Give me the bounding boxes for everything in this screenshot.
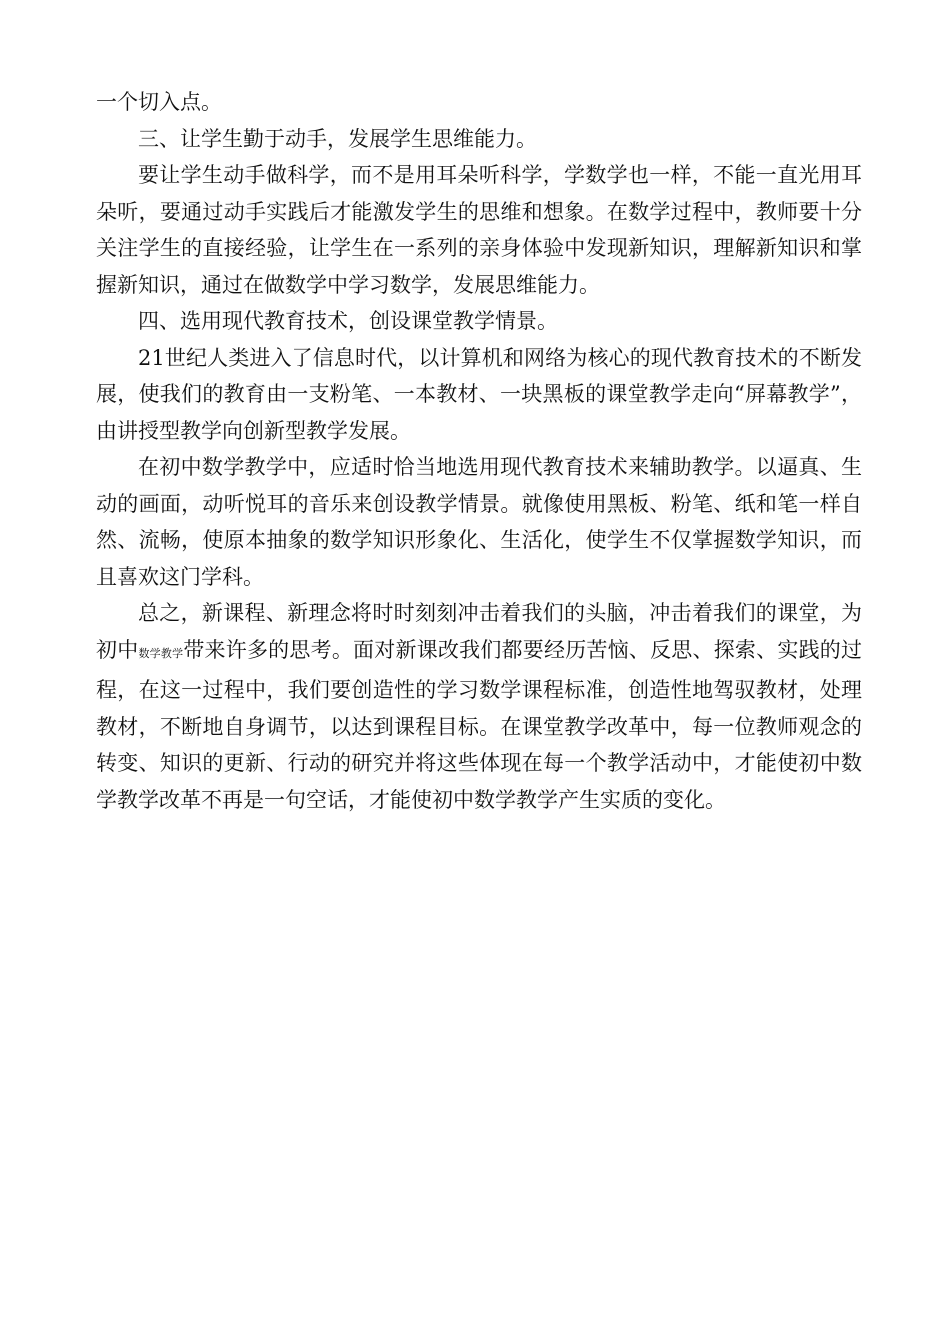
document-body	[96, 84, 862, 818]
paragraph-hands-on: 要让学生动手做科学，而不是用耳朵听科学，学数学也一样，不能一直光用耳朵听，要通过动手实践后才能激发学生的思维和想象。在数学过程中，教师要十分关注学生的直接经验，让学生在一系列的亲身体验中发现新知识，理解新知识和掌握新知识，通过在做数学中学习数学，发展思维能力。	[96, 163, 862, 297]
paragraph-modern-tech: 在初中数学教学中，应适时恰当地选用现代教育技术来辅助教学。以逼真、生动的画面，动听悦耳的音乐来创设教学情景。就像使用黑板、粉笔、纸和笔一样自然、流畅，使原本抽象的数学知识形象化、生活化，使学生不仅掌握数学知识，而且喜欢这门学科。	[96, 455, 862, 589]
section-heading-3: 三、让学生勤于动手，发展学生思维能力。	[138, 126, 537, 151]
section-heading-4: 四、选用现代教育技术，创设课堂教学情景。	[138, 309, 558, 333]
conclusion-small-text: 数学教学	[138, 646, 184, 660]
conclusion-part-2: 带来许多的思考。面对新课改我们都要经历苦恼、反思、探索、实践的过程，在这一过程中，我们要创造性的学习数学课程标准，创造性地驾驭教材，处理教材，不断地自身调节，以达到课程目标。在课堂教学改革中，每一位教师观念的转变、知识的更新、行动的研究并将这些体现在每一个教学活动中，才能使初中数学教学改革不再是一句空话，才能使初中数学教学产生实质的变化。	[96, 637, 863, 812]
paragraph-information-age: 21世纪人类进入了信息时代，以计算机和网络为核心的现代教育技术的不断发展，使我们的教育由一支粉笔、一本教材、一块黑板的课堂教学走向“屏幕教学”，由讲授型教学向创新型教学发展。	[96, 345, 862, 443]
paragraph-continuation: 一个切入点。	[96, 90, 222, 114]
paragraph-conclusion	[96, 595, 862, 818]
conclusion-part-1: 总之，新课程、新理念将时时刻刻冲击着我们的头脑，冲击着我们的课堂，为初中	[96, 601, 862, 662]
